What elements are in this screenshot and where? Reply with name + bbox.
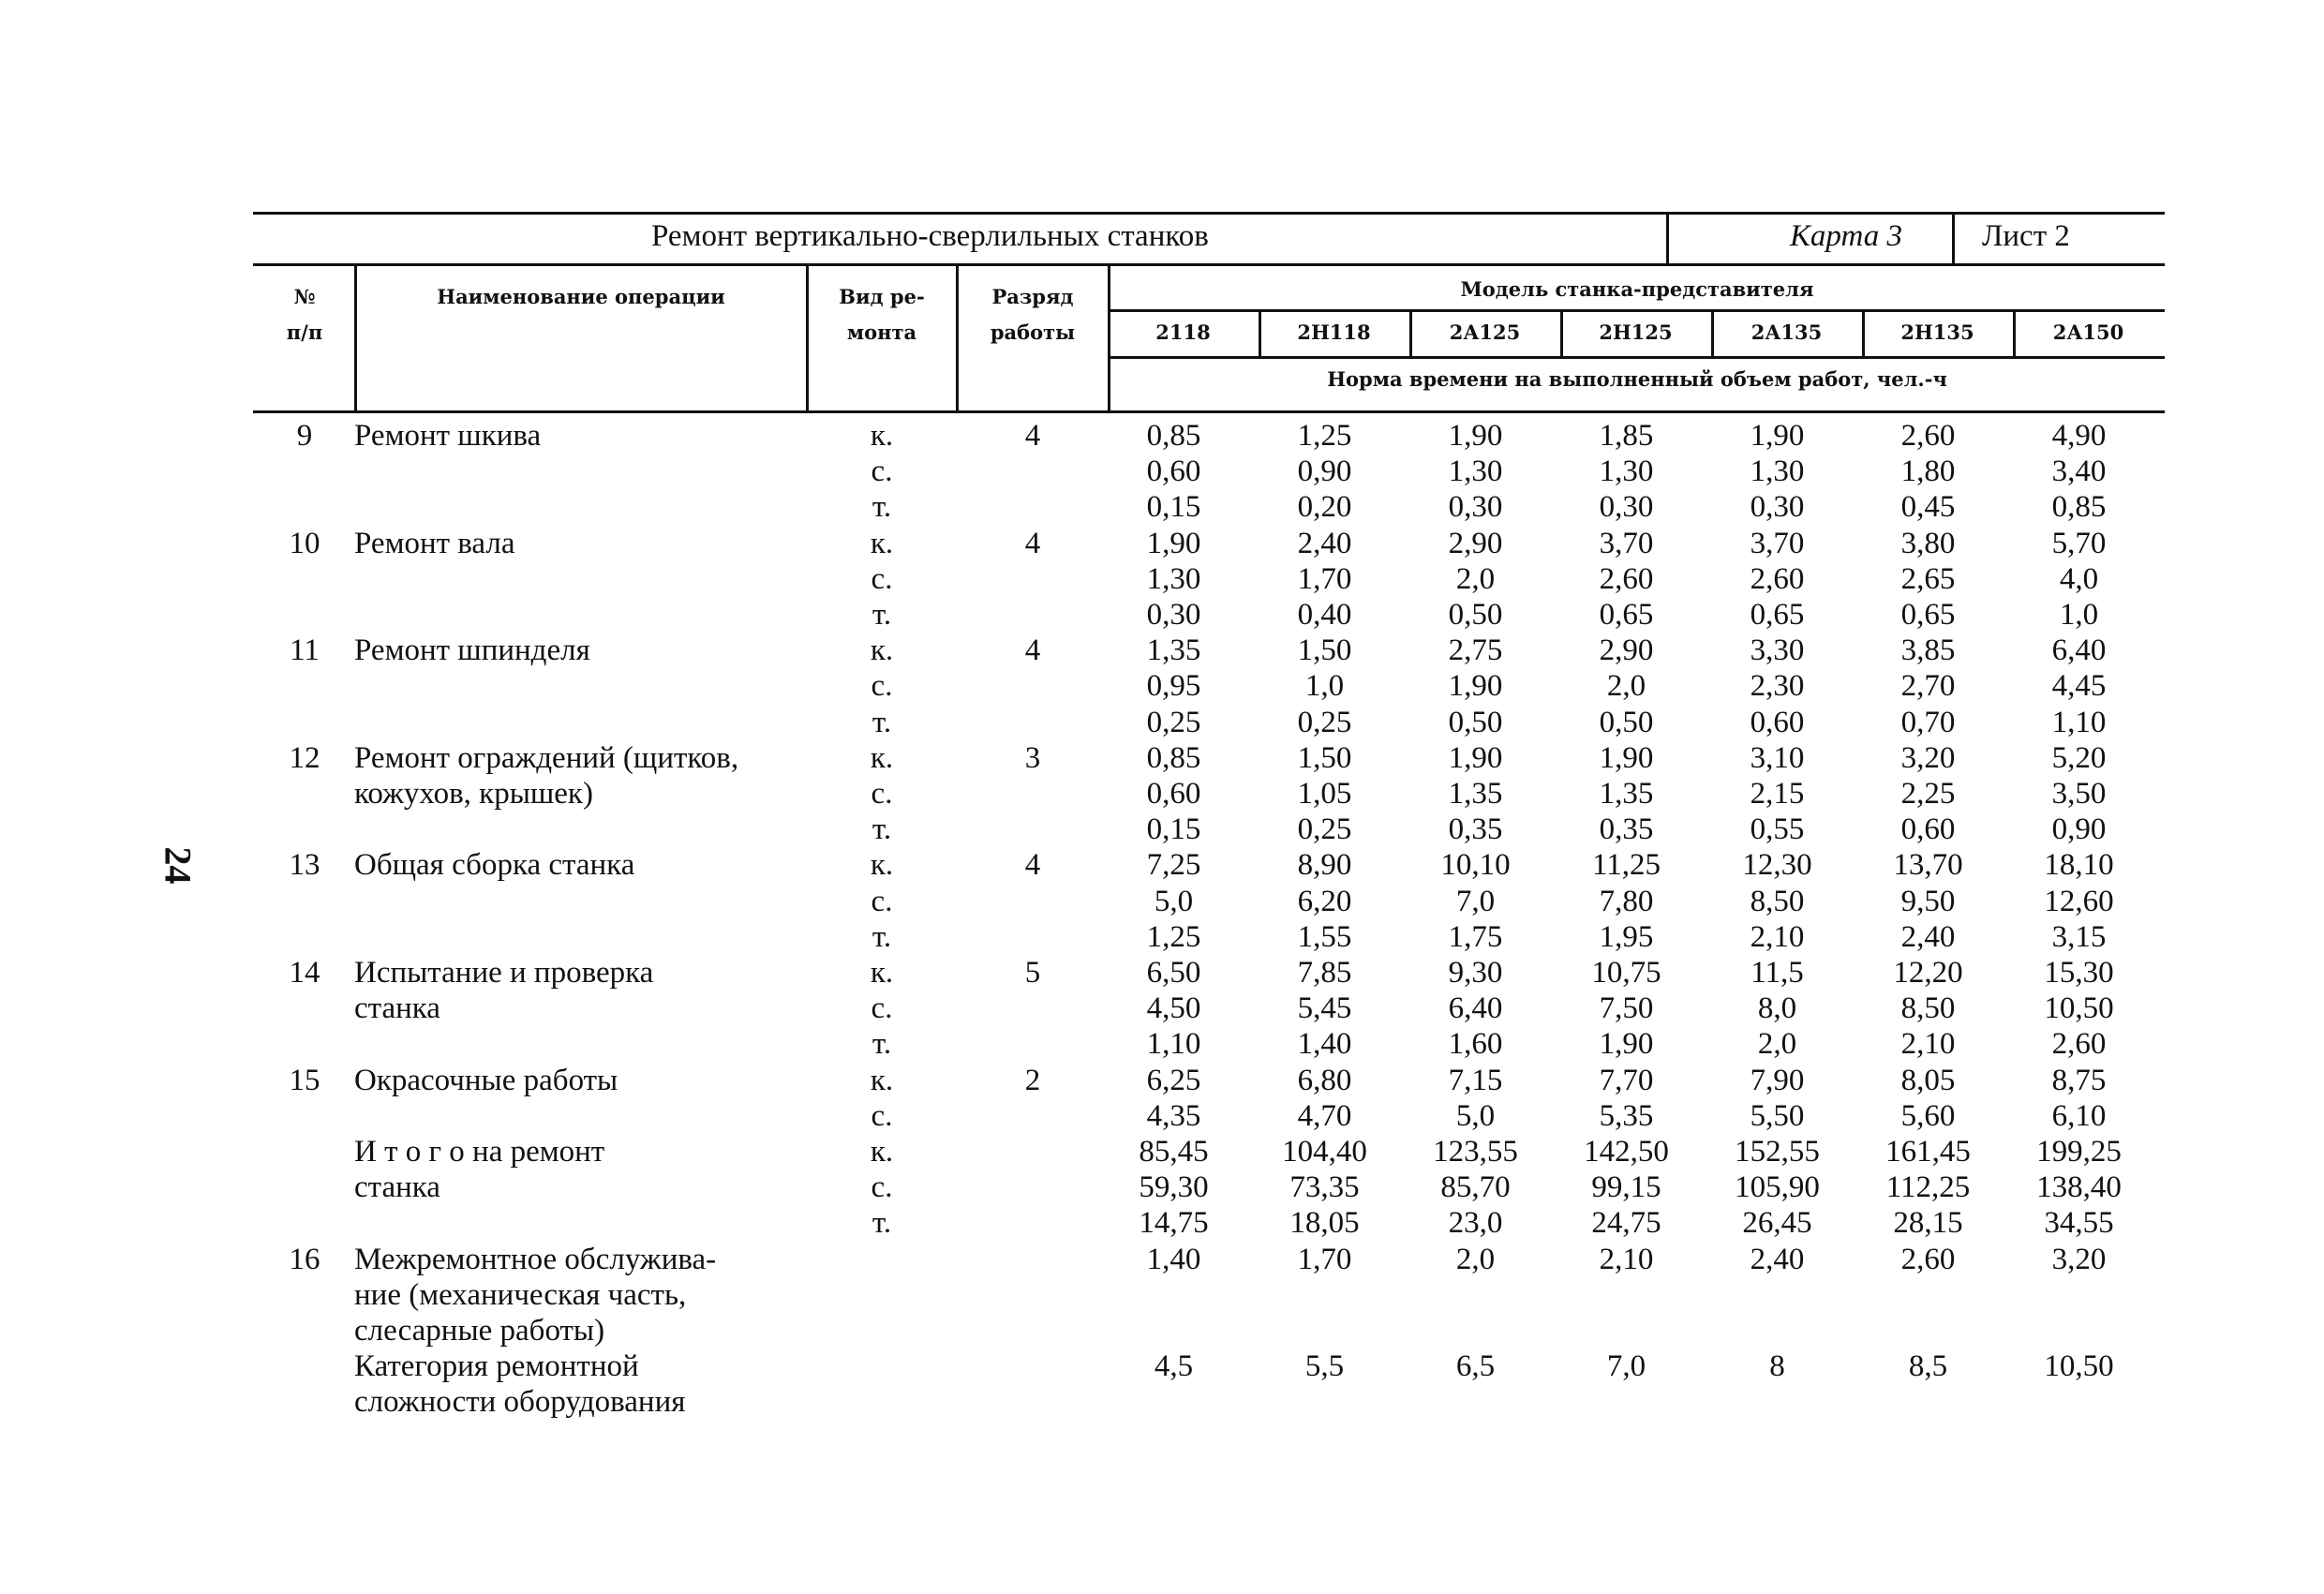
row-number: 16 xyxy=(289,1242,320,1276)
norm-value: 0,30 xyxy=(1448,490,1503,525)
norm-value: 1,50 xyxy=(1297,740,1352,775)
operation-name: Общая сборка станка xyxy=(354,848,635,883)
norm-value: 3,20 xyxy=(1900,740,1956,775)
repair-type: т. xyxy=(872,1206,892,1241)
norm-value: 2,75 xyxy=(1448,633,1503,668)
norm-value: 1,90 xyxy=(1599,1027,1654,1062)
norm-value: 5,70 xyxy=(2051,526,2107,560)
work-grade: 5 xyxy=(1024,956,1041,990)
model-header-0: 2118 xyxy=(1155,320,1211,344)
repair-type: т. xyxy=(872,490,892,525)
repair-type: с. xyxy=(871,991,893,1026)
norm-value: 99,15 xyxy=(1591,1170,1661,1205)
norm-value: 6,10 xyxy=(2051,1098,2107,1133)
norm-value: 3,10 xyxy=(1750,740,1805,775)
norm-value: 8 xyxy=(1769,1349,1785,1384)
operation-name: И т о г о на ремонт xyxy=(354,1135,605,1169)
norm-value: 1,90 xyxy=(1146,526,1201,560)
repair-type: с. xyxy=(871,1170,893,1205)
norm-value: 34,55 xyxy=(2044,1206,2114,1241)
repair-type: т. xyxy=(872,919,892,954)
norm-value: 0,50 xyxy=(1599,705,1654,739)
header-vline-3 xyxy=(956,266,959,412)
sheet-label: Лист 2 xyxy=(1982,219,2070,253)
norm-value: 104,40 xyxy=(1282,1135,1367,1169)
norm-value: 1,30 xyxy=(1448,454,1503,489)
operation-name: Окрасочные работы xyxy=(354,1063,618,1097)
col-no-header-1: № xyxy=(293,285,316,308)
norm-value: 10,50 xyxy=(2044,1349,2114,1384)
norm-value: 0,85 xyxy=(1146,419,1201,453)
norm-value: 0,30 xyxy=(1599,490,1654,525)
norm-value: 123,55 xyxy=(1433,1135,1518,1169)
norm-value: 10,75 xyxy=(1591,956,1661,990)
norm-value: 18,10 xyxy=(2044,848,2114,883)
row-number: 14 xyxy=(289,956,320,990)
norm-value: 6,80 xyxy=(1297,1063,1352,1097)
norm-value: 3,70 xyxy=(1750,526,1805,560)
norm-value: 2,90 xyxy=(1448,526,1503,560)
norm-value: 7,80 xyxy=(1599,884,1654,918)
norm-value: 1,90 xyxy=(1448,669,1503,704)
norm-value: 4,45 xyxy=(2051,669,2107,704)
norm-value: 7,85 xyxy=(1297,956,1352,990)
norm-value: 0,60 xyxy=(1146,777,1201,811)
norm-value: 2,40 xyxy=(1297,526,1352,560)
norm-value: 2,10 xyxy=(1599,1242,1654,1276)
norm-value: 3,20 xyxy=(2051,1242,2107,1276)
norm-value: 1,70 xyxy=(1297,561,1352,596)
norm-value: 3,40 xyxy=(2051,454,2107,489)
header-vline-4 xyxy=(1108,266,1110,412)
norm-value: 1,90 xyxy=(1750,419,1805,453)
repair-type: с. xyxy=(871,777,893,811)
work-grade: 3 xyxy=(1024,740,1041,775)
repair-type: к. xyxy=(870,1135,894,1169)
norm-value: 12,30 xyxy=(1742,848,1812,883)
repair-type: к. xyxy=(870,848,894,883)
norm-value: 3,85 xyxy=(1900,633,1956,668)
norm-value: 2,0 xyxy=(1455,561,1496,596)
operation-name: станка xyxy=(354,991,440,1026)
norm-value: 1,30 xyxy=(1750,454,1805,489)
norm-value: 7,15 xyxy=(1448,1063,1503,1097)
norm-value: 1,25 xyxy=(1297,419,1352,453)
row-number: 10 xyxy=(289,526,320,560)
col-grade-header-2: работы xyxy=(990,320,1076,344)
norm-value: 0,15 xyxy=(1146,490,1201,525)
norm-value: 1,90 xyxy=(1448,740,1503,775)
col-no-header-2: п/п xyxy=(286,320,323,344)
operation-name: ние (механическая часть, xyxy=(354,1277,687,1312)
page-number: 24 xyxy=(156,846,200,885)
row-number: 9 xyxy=(296,419,313,453)
norm-value: 12,20 xyxy=(1893,956,1963,990)
norm-value: 2,25 xyxy=(1900,777,1956,811)
norm-value: 11,25 xyxy=(1591,848,1661,883)
model-group-header: Модель станка-представителя xyxy=(1460,277,1814,301)
norm-value: 1,35 xyxy=(1599,777,1654,811)
operation-name: слесарные работы) xyxy=(354,1314,605,1348)
model-header-3: 2Н125 xyxy=(1599,320,1673,344)
norm-value: 2,90 xyxy=(1599,633,1654,668)
norm-value: 0,40 xyxy=(1297,598,1352,632)
norm-value: 4,5 xyxy=(1154,1349,1194,1384)
norm-value: 5,0 xyxy=(1455,1098,1496,1133)
norm-value: 5,0 xyxy=(1154,884,1194,918)
header-vline-1 xyxy=(354,266,357,412)
model-header-1: 2Н118 xyxy=(1297,320,1371,344)
norm-value: 6,5 xyxy=(1455,1349,1496,1384)
operation-name: Испытание и проверка xyxy=(354,956,654,990)
norm-value: 8,5 xyxy=(1908,1349,1948,1384)
norm-value: 0,90 xyxy=(1297,454,1352,489)
norm-value: 8,90 xyxy=(1297,848,1352,883)
norm-value: 1,95 xyxy=(1599,919,1654,954)
norm-value: 2,10 xyxy=(1750,919,1805,954)
norm-value: 0,50 xyxy=(1448,598,1503,632)
norm-value: 0,25 xyxy=(1297,812,1352,847)
col-grade-header-1: Разряд xyxy=(991,285,1074,308)
norm-value: 5,5 xyxy=(1304,1349,1345,1384)
norm-value: 0,45 xyxy=(1900,490,1956,525)
norm-value: 6,40 xyxy=(1448,991,1503,1026)
repair-type: к. xyxy=(870,740,894,775)
norm-value: 8,05 xyxy=(1900,1063,1956,1097)
norm-value: 105,90 xyxy=(1735,1170,1820,1205)
norm-value: 6,50 xyxy=(1146,956,1201,990)
operation-name: кожухов, крышек) xyxy=(354,777,593,811)
norm-value: 26,45 xyxy=(1742,1206,1812,1241)
norm-value: 1,90 xyxy=(1448,419,1503,453)
card-label: Карта 3 xyxy=(1790,219,1902,253)
norm-value: 1,55 xyxy=(1297,919,1352,954)
title-divider-1 xyxy=(1666,215,1669,263)
norm-value: 8,0 xyxy=(1757,991,1797,1026)
norm-value: 18,05 xyxy=(1289,1206,1360,1241)
norm-value: 4,70 xyxy=(1297,1098,1352,1133)
col-type-header-1: Вид ре- xyxy=(839,285,925,308)
norm-value: 1,05 xyxy=(1297,777,1352,811)
repair-type: к. xyxy=(870,419,894,453)
norm-value: 4,50 xyxy=(1146,991,1201,1026)
repair-type: с. xyxy=(871,669,893,704)
norm-value: 0,60 xyxy=(1750,705,1805,739)
operation-name: Ремонт ограждений (щитков, xyxy=(354,740,739,775)
model-vline-5 xyxy=(1862,309,1865,358)
title-divider-2 xyxy=(1952,215,1955,263)
norm-value: 199,25 xyxy=(2036,1135,2122,1169)
col-type-header-2: монта xyxy=(846,320,917,344)
norm-value: 73,35 xyxy=(1289,1170,1360,1205)
norm-value: 0,20 xyxy=(1297,490,1352,525)
norm-value: 24,75 xyxy=(1591,1206,1661,1241)
norm-value: 28,15 xyxy=(1893,1206,1963,1241)
norm-value: 0,55 xyxy=(1750,812,1805,847)
norm-value: 8,50 xyxy=(1750,884,1805,918)
norm-value: 1,25 xyxy=(1146,919,1201,954)
norm-value: 3,70 xyxy=(1599,526,1654,560)
norm-value: 2,60 xyxy=(1900,1242,1956,1276)
work-grade: 4 xyxy=(1024,848,1041,883)
row-number: 13 xyxy=(289,848,320,883)
norm-value: 0,85 xyxy=(2051,490,2107,525)
norm-value: 11,5 xyxy=(1750,956,1804,990)
repair-type: к. xyxy=(870,1063,894,1097)
norm-value: 2,70 xyxy=(1900,669,1956,704)
norm-value: 0,70 xyxy=(1900,705,1956,739)
norm-value: 5,50 xyxy=(1750,1098,1805,1133)
model-vline-3 xyxy=(1560,309,1563,358)
norm-value: 0,60 xyxy=(1900,812,1956,847)
norm-value: 3,50 xyxy=(2051,777,2107,811)
norm-value: 4,0 xyxy=(2059,561,2099,596)
repair-type: с. xyxy=(871,561,893,596)
norm-value: 1,85 xyxy=(1599,419,1654,453)
norm-value: 10,10 xyxy=(1440,848,1511,883)
norm-value: 0,65 xyxy=(1599,598,1654,632)
norm-value: 5,35 xyxy=(1599,1098,1654,1133)
norm-value: 0,25 xyxy=(1146,705,1201,739)
norm-value: 6,40 xyxy=(2051,633,2107,668)
row-number: 12 xyxy=(289,740,320,775)
work-grade: 4 xyxy=(1024,419,1041,453)
norm-value: 9,50 xyxy=(1900,884,1956,918)
norm-value: 2,0 xyxy=(1757,1027,1797,1062)
norm-value: 3,15 xyxy=(2051,919,2107,954)
norm-value: 2,40 xyxy=(1900,919,1956,954)
norm-value: 8,75 xyxy=(2051,1063,2107,1097)
operation-name: Ремонт вала xyxy=(354,526,515,560)
norm-value: 7,50 xyxy=(1599,991,1654,1026)
norm-value: 1,60 xyxy=(1448,1027,1503,1062)
operation-name: Ремонт шпинделя xyxy=(354,633,590,668)
work-grade: 2 xyxy=(1024,1063,1041,1097)
model-header-5: 2Н135 xyxy=(1900,320,1974,344)
repair-type: к. xyxy=(870,956,894,990)
norm-value: 4,90 xyxy=(2051,419,2107,453)
norm-value: 2,0 xyxy=(1455,1242,1496,1276)
norm-value: 0,30 xyxy=(1750,490,1805,525)
norm-value: 112,25 xyxy=(1885,1170,1971,1205)
norm-group-header: Норма времени на выполненный объем работ, чел.-ч xyxy=(1327,367,1947,391)
norm-value: 7,25 xyxy=(1146,848,1201,883)
norm-value: 7,0 xyxy=(1606,1349,1646,1384)
model-header-2: 2А125 xyxy=(1449,320,1521,344)
norm-value: 1,10 xyxy=(1146,1027,1201,1062)
norm-value: 1,30 xyxy=(1599,454,1654,489)
norm-value: 85,45 xyxy=(1139,1135,1209,1169)
norm-value: 0,65 xyxy=(1900,598,1956,632)
norm-value: 152,55 xyxy=(1735,1135,1820,1169)
work-grade: 4 xyxy=(1024,526,1041,560)
norm-value: 2,10 xyxy=(1900,1027,1956,1062)
norm-value: 1,35 xyxy=(1448,777,1503,811)
row-number: 15 xyxy=(289,1063,320,1097)
norm-value: 15,30 xyxy=(2044,956,2114,990)
repair-type: к. xyxy=(870,526,894,560)
norm-value: 4,35 xyxy=(1146,1098,1201,1133)
model-header-4: 2А135 xyxy=(1750,320,1823,344)
model-vline-6 xyxy=(2013,309,2016,358)
norm-value: 9,30 xyxy=(1448,956,1503,990)
model-top-rule xyxy=(1108,309,2165,312)
norm-value: 0,25 xyxy=(1297,705,1352,739)
norm-value: 5,20 xyxy=(2051,740,2107,775)
model-header-6: 2А150 xyxy=(2052,320,2124,344)
norm-value: 2,40 xyxy=(1750,1242,1805,1276)
norm-value: 0,15 xyxy=(1146,812,1201,847)
norm-value: 0,50 xyxy=(1448,705,1503,739)
norm-value: 2,60 xyxy=(1750,561,1805,596)
norm-value: 7,0 xyxy=(1455,884,1496,918)
norm-value: 3,30 xyxy=(1750,633,1805,668)
norm-value: 0,65 xyxy=(1750,598,1805,632)
norm-value: 85,70 xyxy=(1440,1170,1511,1205)
norm-value: 0,60 xyxy=(1146,454,1201,489)
norm-value: 1,35 xyxy=(1146,633,1201,668)
table-title: Ремонт вертикально-сверлильных станков xyxy=(651,219,1209,253)
title-row xyxy=(253,212,2165,264)
norm-value: 23,0 xyxy=(1448,1206,1503,1241)
norm-value: 1,40 xyxy=(1146,1242,1201,1276)
model-vline-1 xyxy=(1259,309,1261,358)
norm-value: 1,90 xyxy=(1599,740,1654,775)
norm-value: 0,85 xyxy=(1146,740,1201,775)
repair-type: т. xyxy=(872,1027,892,1062)
norm-value: 6,25 xyxy=(1146,1063,1201,1097)
repair-type: с. xyxy=(871,454,893,489)
row-number: 11 xyxy=(290,633,320,668)
norm-value: 8,50 xyxy=(1900,991,1956,1026)
norm-value: 2,30 xyxy=(1750,669,1805,704)
norm-value: 3,80 xyxy=(1900,526,1956,560)
norm-value: 2,65 xyxy=(1900,561,1956,596)
norm-value: 5,45 xyxy=(1297,991,1352,1026)
norm-value: 5,60 xyxy=(1900,1098,1956,1133)
norm-value: 1,80 xyxy=(1900,454,1956,489)
norm-value: 1,50 xyxy=(1297,633,1352,668)
norm-value: 0,35 xyxy=(1448,812,1503,847)
norm-value: 1,75 xyxy=(1448,919,1503,954)
repair-type: т. xyxy=(872,812,892,847)
norm-value: 1,70 xyxy=(1297,1242,1352,1276)
norm-value: 2,60 xyxy=(2051,1027,2107,1062)
norm-value: 13,70 xyxy=(1893,848,1963,883)
model-bottom-rule xyxy=(1108,356,2165,359)
norm-value: 0,35 xyxy=(1599,812,1654,847)
operation-name: станка xyxy=(354,1170,440,1205)
col-name-header: Наименование операции xyxy=(437,285,725,308)
repair-type: с. xyxy=(871,884,893,918)
norm-value: 1,0 xyxy=(2059,598,2099,632)
repair-type: с. xyxy=(871,1098,893,1133)
norm-value: 0,30 xyxy=(1146,598,1201,632)
model-vline-2 xyxy=(1409,309,1412,358)
norm-value: 0,90 xyxy=(2051,812,2107,847)
operation-name: Категория ремонтной xyxy=(354,1349,639,1384)
norm-value: 138,40 xyxy=(2036,1170,2122,1205)
operation-name: Ремонт шкива xyxy=(354,419,542,453)
header-bottom-rule xyxy=(253,410,2165,413)
operation-name: Межремонтное обслужива- xyxy=(354,1242,717,1276)
repair-type: т. xyxy=(872,598,892,632)
title-bottom-rule xyxy=(253,263,2165,266)
norm-value: 2,0 xyxy=(1606,669,1646,704)
norm-value: 7,90 xyxy=(1750,1063,1805,1097)
norm-value: 14,75 xyxy=(1139,1206,1209,1241)
norm-value: 12,60 xyxy=(2044,884,2114,918)
operation-name: сложности оборудования xyxy=(354,1385,686,1420)
norm-value: 2,60 xyxy=(1900,419,1956,453)
repair-type: т. xyxy=(872,705,892,739)
norm-value: 161,45 xyxy=(1885,1135,1971,1169)
norm-value: 6,20 xyxy=(1297,884,1352,918)
norm-value: 1,0 xyxy=(1304,669,1345,704)
norm-value: 2,15 xyxy=(1750,777,1805,811)
norm-value: 1,10 xyxy=(2051,705,2107,739)
norm-value: 2,60 xyxy=(1599,561,1654,596)
norm-value: 10,50 xyxy=(2044,991,2114,1026)
norm-value: 59,30 xyxy=(1139,1170,1209,1205)
repair-type: к. xyxy=(870,633,894,668)
norm-value: 7,70 xyxy=(1599,1063,1654,1097)
header-vline-2 xyxy=(806,266,809,412)
work-grade: 4 xyxy=(1024,633,1041,668)
norm-value: 0,95 xyxy=(1146,669,1201,704)
norm-value: 1,40 xyxy=(1297,1027,1352,1062)
norm-value: 142,50 xyxy=(1584,1135,1669,1169)
model-vline-4 xyxy=(1711,309,1714,358)
norm-value: 1,30 xyxy=(1146,561,1201,596)
